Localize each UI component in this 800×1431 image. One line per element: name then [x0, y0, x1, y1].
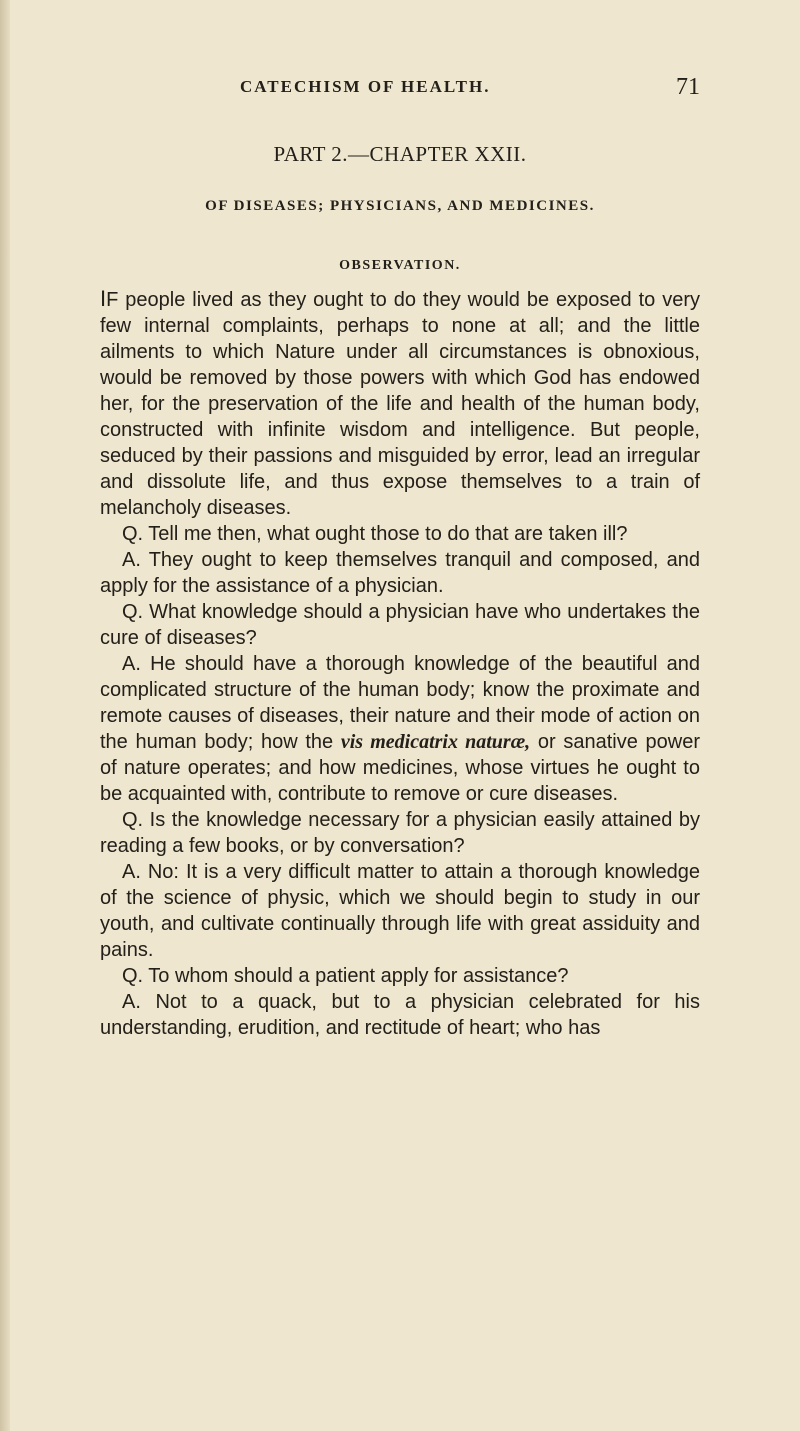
chapter-subtitle: OF DISEASES; PHYSICIANS, AND MEDICINES.: [205, 198, 595, 214]
question-3: Q. Is the knowledge necessary for a physician easily attained by reading a few books, or by conversation?: [100, 809, 700, 857]
initial-word-rest: F: [106, 289, 119, 311]
page-number: 71: [676, 73, 700, 100]
question-1: Q. Tell me then, what ought those to do that are taken ill?: [122, 523, 628, 545]
body-text: [100, 286, 700, 1041]
question-4: Q. To whom should a patient apply for assistance?: [122, 965, 569, 987]
part-chapter-heading: PART 2.—CHAPTER XXII.: [273, 142, 527, 166]
question-2: Q. What knowledge should a physician have who undertakes the cure of diseases?: [100, 601, 700, 649]
answer-4: A. Not to a quack, but to a physician celebrated for his understanding, erudition, and rectitude of heart; who has: [100, 991, 700, 1039]
answer-2-text-after: or sanative power of nature operates; and how medicines, whose virtues he ought to be acquainted with, contribute to remove or cure diseases.: [100, 731, 700, 805]
observation-paragraph: [100, 286, 700, 521]
answer-2-italic-term: vis medicatrix naturæ,: [340, 731, 531, 753]
section-label: OBSERVATION.: [339, 258, 461, 273]
answer-2: [100, 651, 700, 807]
observation-text: people lived as they ought to do they would be exposed to very few internal complaints, perhaps to none at all; and the little ailments to which Nature under all circumstances is obnoxious, would be removed by those powers with which God has endowed her, for the preservation of the life and health of the human body, constructed with infinite wisdom and intelligence. But people, seduced by their passions and misguided by error, lead an irregular and dissolute life, and thus expose themselves to a train of melancholy diseases.: [100, 289, 700, 519]
page-header: [240, 72, 700, 102]
running-title: CATECHISM OF HEALTH.: [240, 77, 491, 96]
answer-1: A. They ought to keep themselves tranquil and composed, and apply for the assistance of a physician.: [100, 549, 700, 597]
initial-letter: I: [100, 286, 107, 311]
answer-3: A. No: It is a very difficult matter to attain a thorough knowledge of the science of physic, which we should begin to study in our youth, and cultivate continually through life with great assiduity and pains.: [100, 861, 700, 961]
answer-2-text-before: A. He should have a thorough knowledge of the beautiful and complicated structure of the human body; know the proximate and remote causes of diseases, their nature and their mode of action on the human body; how the: [100, 653, 700, 753]
